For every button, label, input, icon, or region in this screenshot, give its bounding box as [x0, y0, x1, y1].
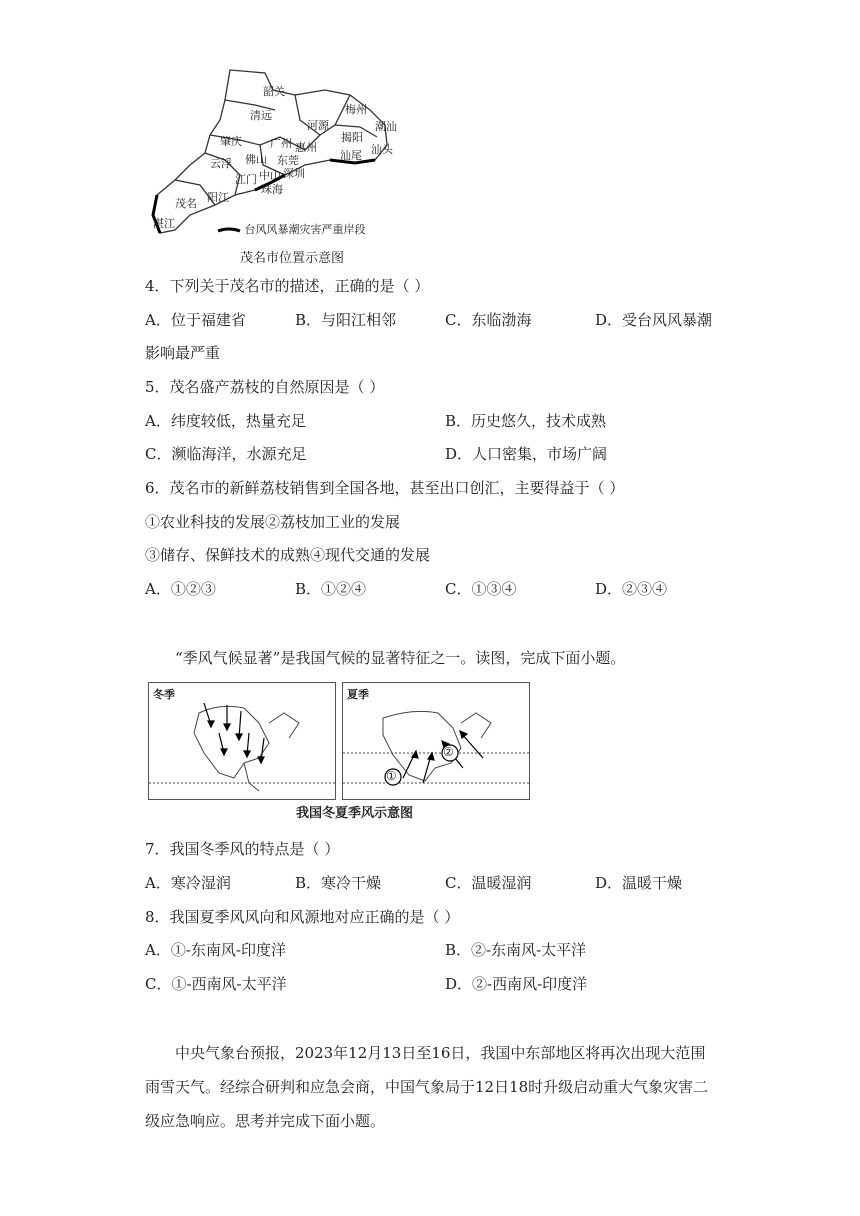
section-intro: “季风气候显著”是我国气候的显著特征之一。读图，完成下面小题。 — [175, 649, 626, 667]
option-a[interactable]: A．纬度较低，热量充足 — [145, 412, 306, 430]
option-d[interactable]: D．②-西南风-印度洋 — [445, 975, 588, 993]
passage-line: 中央气象台预报，2023年12月13日至16日，我国中东部地区将再次出现大范围 — [175, 1044, 706, 1062]
city-label: 汕尾 — [340, 149, 362, 162]
city-label: 珠海 — [261, 183, 283, 196]
monsoon-map-figure — [148, 682, 528, 822]
marker-1: ① — [386, 769, 397, 783]
question-4-stem: 4．下列关于茂名市的描述，正确的是（ ） — [145, 277, 430, 295]
city-label: 湛江 — [153, 217, 175, 230]
marker-2: ② — [443, 745, 454, 759]
option-c[interactable]: C．东临渤海 — [445, 311, 532, 329]
question-7-stem: 7．我国冬季风的特点是（ ） — [145, 840, 340, 858]
map-legend — [217, 221, 366, 237]
option-d[interactable]: D．②③④ — [595, 580, 668, 598]
statement-line: ③储存、保鲜技术的成熟④现代交通的发展 — [145, 546, 431, 564]
statement-line: ①农业科技的发展②荔枝加工业的发展 — [145, 513, 401, 531]
city-label: 梅州 — [345, 103, 367, 116]
option-b[interactable]: B．①②④ — [295, 580, 367, 598]
city-label: 佛山 — [245, 153, 267, 166]
option-a[interactable]: A．①②③ — [145, 580, 216, 598]
city-label: 广州 — [270, 137, 292, 150]
passage-line: 雨雪天气。经综合研判和应急会商，中国气象局于12日18时升级启动重大气象灾害二 — [145, 1078, 709, 1096]
city-label: 深圳 — [283, 167, 305, 180]
option-d-wrap: 影响最严重 — [145, 344, 221, 362]
city-label: 云浮 — [210, 157, 232, 170]
city-label: 中山 — [259, 169, 281, 182]
city-label: 汕头 — [371, 143, 393, 156]
question-5-stem: 5．茂名盛产荔枝的自然原因是（ ） — [145, 378, 385, 396]
city-label: 潮汕 — [375, 120, 397, 133]
question-6-stem: 6．茂名市的新鲜荔枝销售到全国各地，甚至出口创汇，主要得益于（ ） — [145, 479, 625, 497]
option-c[interactable]: C．温暖湿润 — [445, 874, 532, 892]
city-label: 韶关 — [263, 85, 285, 98]
summer-label: 夏季 — [347, 688, 369, 701]
option-d[interactable]: D．受台风风暴潮 — [595, 311, 713, 329]
option-b[interactable]: B．寒冷干燥 — [295, 874, 382, 892]
coast-line-icon — [217, 226, 241, 234]
city-label: 惠州 — [295, 141, 317, 154]
city-label: 东莞 — [277, 154, 299, 167]
winter-arrows-icon — [149, 683, 335, 799]
option-b[interactable]: B．历史悠久，技术成熟 — [445, 412, 607, 430]
option-c[interactable]: C．①-西南风-太平洋 — [145, 975, 287, 993]
option-c[interactable]: C．濒临海洋，水源充足 — [145, 445, 307, 463]
option-b[interactable]: B．与阳江相邻 — [295, 311, 397, 329]
option-d[interactable]: D．温暖干燥 — [595, 874, 683, 892]
city-label: 河源 — [307, 119, 329, 132]
monsoon-map-caption: 我国冬夏季风示意图 — [296, 806, 414, 821]
winter-label: 冬季 — [153, 688, 175, 701]
option-a[interactable]: A．寒冷湿润 — [145, 874, 231, 892]
option-c[interactable]: C．①③④ — [445, 580, 517, 598]
city-label: 清远 — [250, 109, 272, 122]
city-label: 肇庆 — [220, 135, 242, 148]
passage-line: 级应急响应。思考并完成下面小题。 — [145, 1112, 386, 1130]
city-label: 茂名 — [175, 197, 197, 210]
legend-text: 台风风暴潮灾害严重岸段 — [244, 223, 366, 236]
summer-arrows-icon — [343, 683, 529, 799]
city-label: 江门 — [235, 173, 257, 186]
option-a[interactable]: A．位于福建省 — [145, 311, 246, 329]
question-8-stem: 8．我国夏季风风向和风源地对应正确的是（ ） — [145, 908, 460, 926]
summer-monsoon-map — [342, 682, 530, 800]
city-label: 阳江 — [207, 191, 229, 204]
city-label: 揭阳 — [341, 131, 363, 144]
option-a[interactable]: A．①-东南风-印度洋 — [145, 941, 286, 959]
guangdong-location-map — [145, 65, 395, 265]
winter-monsoon-map — [148, 682, 336, 800]
map-caption: 茂名市位置示意图 — [240, 251, 345, 266]
option-b[interactable]: B．②-东南风-太平洋 — [445, 941, 587, 959]
option-d[interactable]: D．人口密集，市场广阔 — [445, 445, 608, 463]
